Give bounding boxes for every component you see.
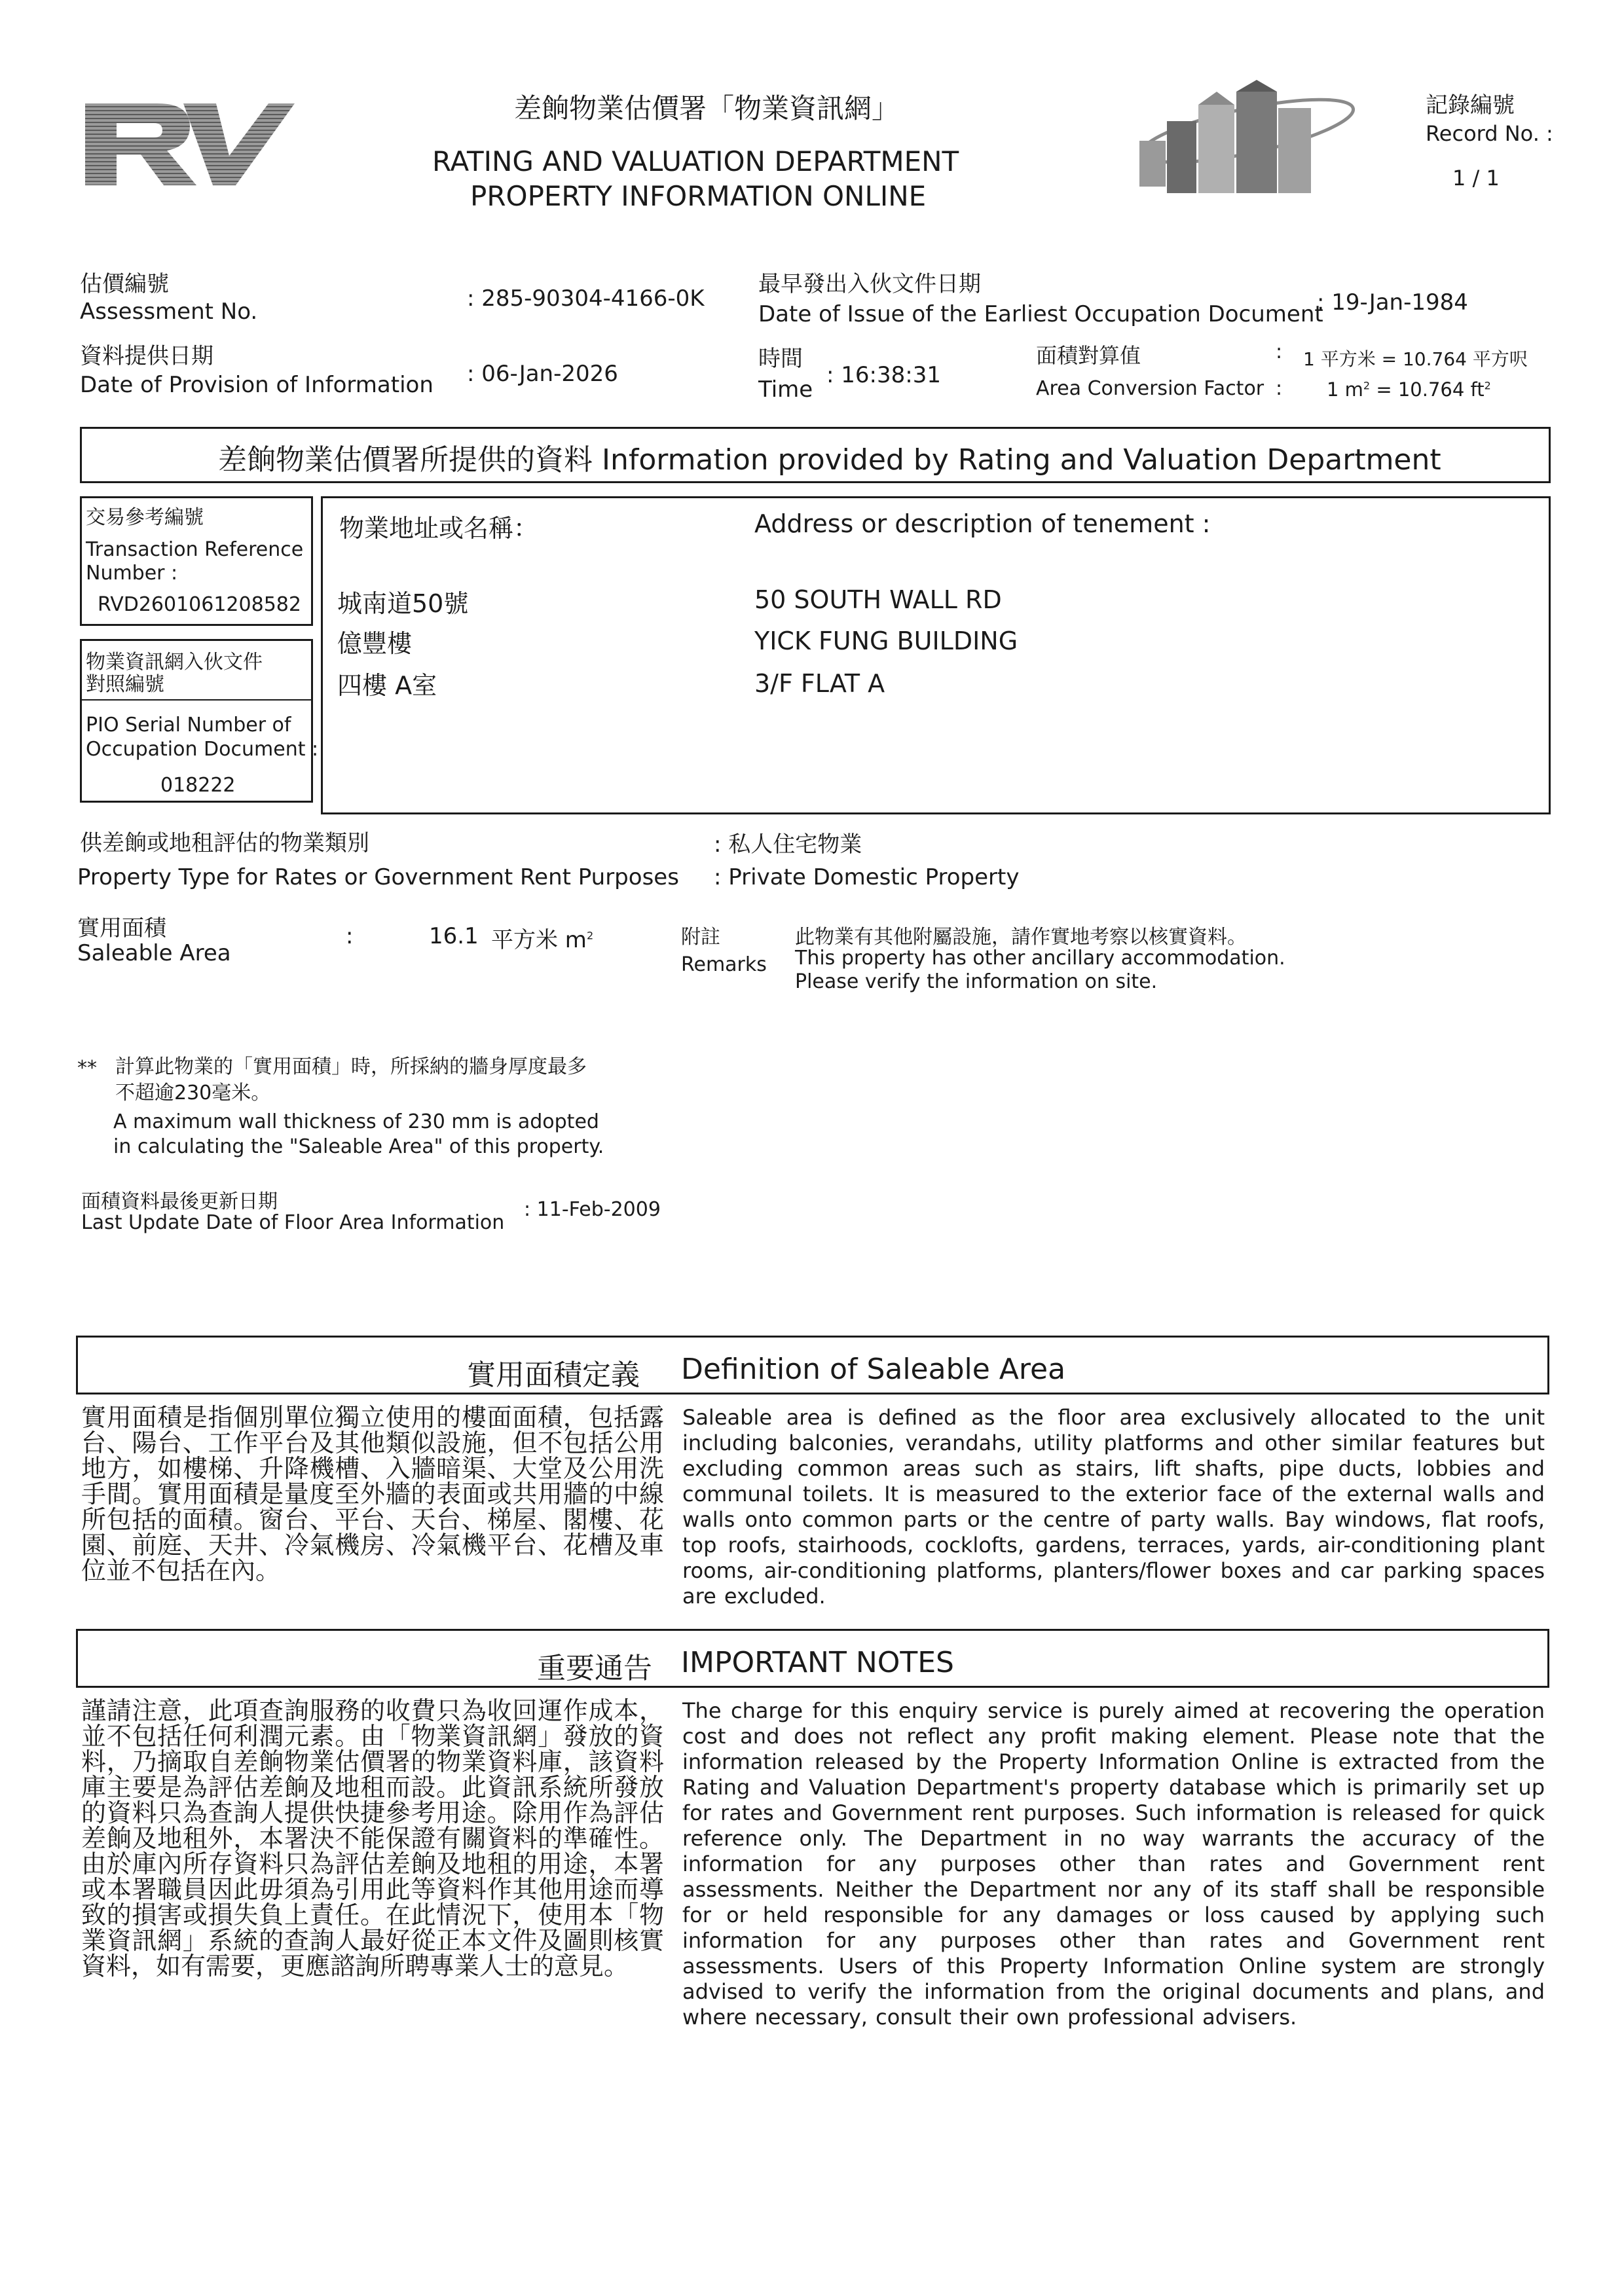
pio-value: 018222 <box>160 774 236 797</box>
provision-label-en: Date of Provision of Information <box>80 372 434 398</box>
transaction-value: RVD2601061208582 <box>98 593 301 616</box>
address-line-en-2: YICK FUNG BUILDING <box>754 627 1018 655</box>
property-type-value-en: : Private Domestic Property <box>714 864 1020 890</box>
conversion-value-zh: 1 平方米 = 10.764 平方呎 <box>1303 348 1528 370</box>
header-title-en-1: RATING AND VALUATION DEPARTMENT <box>432 145 959 177</box>
address-line-zh-2: 億豐樓 <box>337 629 413 658</box>
property-type-label-zh: 供差餉或地租評估的物業類別 <box>80 830 369 856</box>
time-label-zh: 時間 <box>758 346 803 372</box>
last-update-value: : 11-Feb-2009 <box>524 1198 661 1221</box>
pio-label-en-1: PIO Serial Number of <box>86 714 291 737</box>
address-line-en-1: 50 SOUTH WALL RD <box>754 585 1002 614</box>
wall-note-en-1: A maximum wall thickness of 230 mm is adopted <box>113 1110 599 1133</box>
property-type-value-zh: : 私人住宅物業 <box>714 831 862 858</box>
notes-text-en: The charge for this enquiry service is purely aimed at recovering the operation cost and does not reflect any profit making element. Please note that the information released by the Property Information Online is extracted from the Rating and Valuation Department's property database which is primarily set up for rates and Government rent purposes. Such information is released for quick reference only. The Department in no way warrants the accuracy of the information for any purposes other than rates and Government rent assessments. Neither the Department nor any of its staff shall be responsible for or held responsible for any damages or loss caused by applying such information for any purposes other than rates and Government rent assessments. Users of this Property Information Online system are strongly advised to verify the information from the original documents and plans, and where necessary, consult their own professional advisers. <box>682 1698 1545 2030</box>
address-line-zh-1: 城南道50號 <box>337 589 469 618</box>
definition-title-zh: 實用面積定義 <box>467 1358 640 1392</box>
remark-en-2: Please verify the information on site. <box>795 970 1158 993</box>
notes-title-en: IMPORTANT NOTES <box>681 1646 954 1679</box>
wall-note-zh-2: 不超逾230毫米。 <box>115 1082 271 1104</box>
info-title: 差餉物業估價署所提供的資料 Information provided by Rating and Valuation Department <box>218 443 1441 477</box>
transaction-label-zh: 交易參考編號 <box>86 506 204 529</box>
assessment-value: : 285-90304-4166-0K <box>467 285 705 312</box>
conversion-colon-1: : <box>1276 340 1283 363</box>
address-line-en-3: 3/F FLAT A <box>754 669 885 698</box>
saleable-value: 16.1 <box>429 923 479 949</box>
saleable-label-en: Saleable Area <box>77 940 231 966</box>
saleable-label-zh: 實用面積 <box>77 915 166 941</box>
saleable-colon: : <box>346 923 354 949</box>
pio-label-zh-2: 對照編號 <box>86 673 164 696</box>
record-value: 1 / 1 <box>1452 166 1500 191</box>
pio-divider <box>80 699 313 701</box>
time-label-en: Time <box>758 376 813 403</box>
definition-text-en: Saleable area is defined as the floor area exclusively allocated to the unit including balconies, verandahs, utility platforms and other similar features but excluding common areas such as stairs, lift shafts, pipe ducts, lobbies and communal toilets. It is measured to the exterior face of the external walls and walls onto common parts or the centre of party walls. Bay windows, flat roofs, top roofs, stairhoods, cocklofts, gardens, terraces, yards, air-conditioning plant rooms, air-conditioning platforms, planters/flower boxes and car parking spaces are excluded. <box>682 1405 1545 1609</box>
assessment-label-en: Assessment No. <box>80 299 258 325</box>
transaction-label-en-1: Transaction Reference <box>86 538 304 561</box>
conversion-label-en: Area Conversion Factor <box>1036 377 1264 400</box>
remarks-label-en: Remarks <box>681 953 767 976</box>
address-label-en: Address or description of tenement : <box>754 509 1211 538</box>
last-update-label-en: Last Update Date of Floor Area Information <box>81 1211 505 1234</box>
header-title-en-2: PROPERTY INFORMATION ONLINE <box>470 180 927 212</box>
wall-note-marker: ** <box>77 1057 97 1080</box>
pio-label-zh-1: 物業資訊網入伙文件 <box>86 651 263 674</box>
record-label-en: Record No. : <box>1426 121 1553 146</box>
header-title-zh: 差餉物業估價署「物業資訊網」 <box>514 92 900 124</box>
record-label-zh: 記錄編號 <box>1426 92 1515 118</box>
rv-logo <box>85 97 295 189</box>
buildings-logo <box>1113 79 1356 196</box>
conversion-colon-2: : <box>1276 377 1283 400</box>
address-line-zh-3: 四樓 A室 <box>337 671 437 700</box>
conversion-label-zh: 面積對算值 <box>1036 343 1141 368</box>
provision-label-zh: 資料提供日期 <box>80 343 213 369</box>
last-update-label-zh: 面積資料最後更新日期 <box>81 1190 278 1213</box>
conversion-value-en: 1 $m^2 = 10.764$ $ft^2$ <box>1327 378 1491 401</box>
definition-text-zh: 實用面積是指個別單位獨立使用的樓面面積，包括露台、陽台、工作平台及其他類似設施，但不包括公用地方，如樓梯、升降機槽、入牆暗渠、大堂及公用洗手間。實用面積是量度至外牆的表面或共用牆的中線所包括的面積。窗台、平台、天台、梯屋、閣樓、花園、前庭、天井、冷氣機房、冷氣機平台、花槽及車位並不包括在內。 <box>81 1403 664 1585</box>
remark-zh: 此物業有其他附屬設施，請作實地考察以核實資料。 <box>795 926 1247 949</box>
wall-note-en-2: in calculating the "Saleable Area" of this property. <box>113 1135 604 1158</box>
occupation-value: : 19-Jan-1984 <box>1317 289 1468 316</box>
notes-text-zh: 謹請注意，此項查詢服務的收費只為收回運作成本，並不包括任何利潤元素。由「物業資訊網」發放的資料，乃摘取自差餉物業估價署的物業資料庫，該資料庫主要是為評估差餉及地租而設。此資訊系統所發放的資料只為查詢人提供快捷參考用途。除用作為評估差餉及地租外，本署決不能保證有關資料的準確性。由於庫內所存資料只為評估差餉及地租的用途，本署或本署職員因此毋須為引用此等資料作其他用途而導致的損害或損失負上責任。在此情況下，使用本「物業資訊網」系統的查詢人最好從正本文件及圖則核實資料，如有需要，更應諮詢所聘專業人士的意見。 <box>81 1696 664 1980</box>
wall-note-zh-1: 計算此物業的「實用面積」時，所採納的牆身厚度最多 <box>115 1055 587 1078</box>
definition-title-en: Definition of Saleable Area <box>681 1353 1066 1386</box>
occupation-label-en: Date of Issue of the Earliest Occupation Document <box>758 301 1323 327</box>
transaction-label-en-2: Number : <box>86 562 178 585</box>
remark-en-1: This property has other ancillary accommodation. <box>795 947 1285 970</box>
remarks-label-zh: 附註 <box>681 926 720 949</box>
saleable-unit: 平方米 $m^2$ <box>491 927 594 953</box>
assessment-label-zh: 估價編號 <box>80 271 169 297</box>
time-value: : 16:38:31 <box>826 362 941 388</box>
notes-title-zh: 重要通告 <box>537 1652 652 1685</box>
provision-value: : 06-Jan-2026 <box>467 361 618 387</box>
pio-label-en-2: Occupation Document : <box>86 738 319 761</box>
occupation-label-zh: 最早發出入伙文件日期 <box>758 271 981 297</box>
property-type-label-en: Property Type for Rates or Government Rent Purposes <box>77 864 679 890</box>
address-label-zh: 物業地址或名稱： <box>339 514 539 543</box>
